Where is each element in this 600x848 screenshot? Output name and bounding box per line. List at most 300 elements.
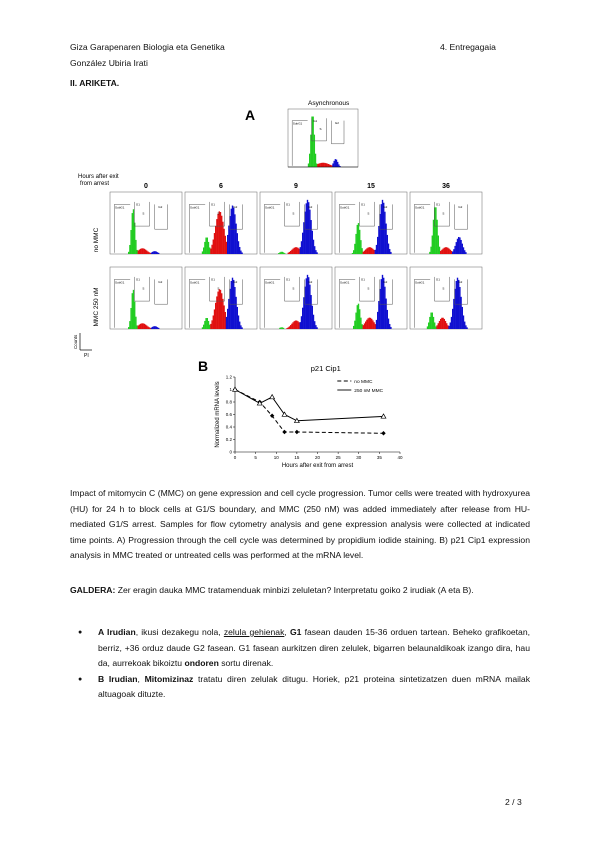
- histogram-bar: [446, 323, 447, 329]
- gate-label-g2: G2: [308, 205, 313, 210]
- histogram-bar: [466, 327, 467, 329]
- histogram-bar: [377, 237, 378, 254]
- histogram-bar: [465, 252, 466, 254]
- histogram-bar: [237, 233, 238, 254]
- histogram-bar: [464, 250, 465, 254]
- histogram-bar: [297, 321, 298, 329]
- gate-label-g2: G2: [158, 205, 163, 210]
- histogram-bar: [284, 253, 285, 254]
- histogram-bar: [376, 245, 377, 254]
- histogram-bar: [310, 295, 311, 329]
- histogram-bar: [235, 224, 236, 254]
- histogram-bar: [460, 297, 461, 329]
- histogram-bar: [142, 323, 143, 329]
- histogram-bar: [359, 230, 360, 254]
- histogram-bar: [210, 249, 211, 254]
- histogram-bar: [147, 326, 148, 329]
- gate-label-g1: G1: [285, 277, 290, 282]
- histogram-bar: [235, 297, 236, 329]
- histogram-bar: [332, 163, 333, 167]
- histogram-bar: [138, 325, 139, 329]
- histogram-bar: [361, 248, 362, 254]
- histogram-bar: [217, 292, 218, 329]
- histogram-bar: [301, 241, 302, 254]
- histogram-bar: [225, 312, 226, 329]
- histogram-bar: [308, 277, 309, 329]
- histogram-bar: [388, 319, 389, 329]
- histogram-bar: [135, 240, 136, 254]
- histogram-bar: [442, 249, 443, 254]
- histogram-bar: [213, 315, 214, 329]
- histogram-bar: [228, 226, 229, 254]
- histogram-bar: [314, 246, 315, 254]
- timepoint-label: 9: [294, 183, 298, 190]
- histogram-bar: [133, 290, 134, 329]
- histogram-bar: [440, 251, 441, 254]
- histogram-bar: [378, 226, 379, 254]
- histogram-bar: [300, 322, 301, 329]
- histogram-bar: [427, 326, 428, 329]
- figure: [70, 95, 530, 480]
- histogram-bar: [452, 252, 453, 254]
- histogram-bar: [153, 326, 154, 329]
- histogram-bar: [430, 313, 431, 329]
- histogram-bar: [157, 327, 158, 329]
- histogram-bar: [282, 327, 283, 329]
- gate-label-g2: G2: [458, 280, 463, 285]
- author-name: González Ubiria Irati: [70, 58, 148, 68]
- histogram-bar: [389, 324, 390, 329]
- histogram-bar: [463, 247, 464, 254]
- histogram-bar: [139, 325, 140, 329]
- histogram-frame: [260, 192, 332, 254]
- gate-label-subg1: SubG1: [292, 121, 303, 126]
- histogram-bar: [355, 234, 356, 254]
- course-title: Giza Garapenaren Biologia eta Genetika: [70, 42, 225, 52]
- histogram-bar: [298, 249, 299, 254]
- y-tick-label: 0.4: [225, 424, 232, 430]
- histogram-bar: [462, 244, 463, 254]
- histogram-bar: [295, 247, 296, 254]
- histogram-bar: [440, 319, 441, 329]
- gate-label-g1: G1: [285, 202, 290, 207]
- histogram-bar: [450, 323, 451, 330]
- histogram-bar: [146, 325, 147, 329]
- histogram-bar: [203, 325, 204, 329]
- histogram-bar: [430, 247, 431, 254]
- histogram-bar: [363, 325, 364, 329]
- histogram-bar: [327, 164, 328, 167]
- histogram-bar: [279, 252, 280, 254]
- histogram-bar: [372, 249, 373, 254]
- histogram-bar: [458, 237, 459, 254]
- histogram-bar: [234, 287, 235, 329]
- question-label: GALDERA:: [70, 585, 116, 595]
- gate-label-g1: G1: [360, 277, 365, 282]
- counts-label: Counts: [73, 334, 78, 349]
- histogram-bar: [352, 253, 353, 254]
- histogram-bar: [465, 325, 466, 329]
- histogram-bar: [134, 223, 135, 254]
- histogram-bar: [154, 251, 155, 254]
- histogram-bar: [158, 253, 159, 254]
- answer-text: ,: [137, 673, 145, 684]
- histogram-bar: [296, 247, 297, 254]
- histogram-bar: [239, 247, 240, 254]
- gate-label-s: S: [292, 286, 295, 291]
- async-histogram: [288, 109, 358, 167]
- histogram-bar: [144, 324, 145, 329]
- x-tick-label: 30: [356, 455, 362, 460]
- histogram-bar: [210, 324, 211, 329]
- histogram-bar: [130, 308, 131, 329]
- histogram-bar: [280, 327, 281, 329]
- histogram-bar: [464, 322, 465, 329]
- histogram-bar: [441, 250, 442, 254]
- gate-label-g1: G1: [210, 277, 215, 282]
- data-point: [295, 430, 299, 434]
- histogram-bar: [139, 250, 140, 254]
- histogram-bar: [334, 161, 335, 167]
- histogram-bar: [240, 325, 241, 329]
- histogram-bar: [451, 251, 452, 254]
- histogram-bar: [202, 251, 203, 254]
- histogram-bar: [282, 252, 283, 254]
- x-tick-label: 10: [273, 455, 279, 460]
- histogram-bar: [208, 321, 209, 329]
- histogram-bar: [152, 252, 153, 254]
- chart-title: p21 Cip1: [310, 364, 341, 373]
- histogram-bar: [129, 321, 130, 329]
- histogram-bar: [459, 237, 460, 254]
- flow-histogram: [110, 192, 182, 254]
- histogram-bar: [390, 252, 391, 254]
- histogram-bar: [316, 163, 317, 167]
- histogram-bar: [385, 299, 386, 329]
- y-tick-label: 1: [229, 387, 232, 392]
- histogram-bar: [373, 250, 374, 254]
- histogram-bar: [432, 313, 433, 329]
- answer-text: ,: [284, 627, 290, 637]
- histogram-frame: [260, 267, 332, 329]
- gate-label-subg1: SubG1: [115, 205, 125, 210]
- histogram-bar: [315, 325, 316, 329]
- histogram-bar: [436, 220, 437, 254]
- histogram-bar: [366, 248, 367, 254]
- histogram-bar: [150, 253, 151, 254]
- histogram-bar: [202, 327, 203, 329]
- x-tick-label: 0: [233, 455, 237, 460]
- histogram-bar: [313, 240, 314, 254]
- histogram-bar: [214, 233, 215, 254]
- histogram-bar: [227, 309, 228, 329]
- histogram-bar: [365, 322, 366, 329]
- histogram-frame: [410, 267, 482, 329]
- histogram-bar: [291, 324, 292, 329]
- histogram-bar: [133, 209, 134, 254]
- histogram-bar: [456, 281, 457, 329]
- histogram-bar: [367, 248, 368, 254]
- histogram-bar: [207, 318, 208, 329]
- data-point: [270, 395, 275, 399]
- answer-bold: G1: [289, 627, 302, 637]
- answer-underline: zelula gehienak: [223, 627, 285, 637]
- gate-label-g2: G2: [383, 205, 388, 210]
- histogram-bar: [223, 229, 224, 254]
- histogram-bar: [241, 252, 242, 254]
- flow-histogram: [185, 192, 257, 254]
- gate-label-subg1: SubG1: [190, 280, 200, 285]
- data-point: [282, 430, 286, 434]
- gate-label-subg1: SubG1: [415, 280, 425, 285]
- gate-label-g2: G2: [334, 121, 339, 126]
- histogram-bar: [308, 163, 309, 167]
- flow-histogram: [335, 267, 407, 329]
- histogram-bar: [238, 315, 239, 329]
- gate-label-s: S: [292, 211, 295, 216]
- histogram-bar: [205, 238, 206, 254]
- histogram-bar: [278, 253, 279, 254]
- histogram-bar: [329, 164, 330, 167]
- histogram-bar: [365, 250, 366, 255]
- histogram-bar: [453, 249, 454, 254]
- histogram-bar: [129, 245, 130, 254]
- histogram-bar: [297, 248, 298, 254]
- histogram-bar: [310, 220, 311, 254]
- gate-label-s: S: [319, 126, 322, 131]
- histogram-bar: [158, 328, 159, 329]
- histogram-bar: [306, 278, 307, 329]
- gate-label-s: S: [142, 286, 145, 291]
- histogram-bar: [294, 248, 295, 254]
- histogram-bar: [128, 327, 129, 329]
- flow-histogram: [260, 192, 332, 254]
- histogram-bar: [364, 323, 365, 329]
- question: [70, 583, 530, 599]
- hours-label: Hours after exit from arrest: [78, 174, 119, 187]
- histogram-bar: [215, 226, 216, 254]
- histogram-bar: [369, 318, 370, 329]
- histogram-bar: [385, 224, 386, 254]
- histogram-bar: [309, 210, 310, 254]
- histogram-bar: [295, 321, 296, 329]
- histogram-bar: [291, 250, 292, 254]
- histogram-bar: [446, 247, 447, 254]
- histogram-bar: [439, 321, 440, 329]
- histogram-bar: [353, 250, 354, 254]
- histogram-bar: [308, 202, 309, 254]
- histogram-bar: [366, 320, 367, 329]
- histogram-bar: [312, 306, 313, 329]
- histogram-bar: [302, 233, 303, 254]
- flow-histogram: [410, 267, 482, 329]
- histogram-bar: [445, 321, 446, 329]
- histogram-bar: [457, 278, 458, 329]
- row-label-mmc: MMC 250 nM: [93, 287, 100, 327]
- histogram-bar: [432, 236, 433, 254]
- histogram-bar: [429, 252, 430, 254]
- histogram-bar: [225, 236, 226, 254]
- histogram-bar: [442, 318, 443, 329]
- histogram-bar: [150, 328, 151, 329]
- histogram-bar: [373, 322, 374, 329]
- gate-label-g2: G2: [383, 280, 388, 285]
- answer-text: sortu direnak.: [218, 658, 274, 669]
- histogram-bar: [384, 287, 385, 329]
- histogram-bar: [279, 328, 280, 329]
- answer-a-lead: A Irudian: [98, 627, 136, 637]
- answer-bold: Mitomizinaz: [144, 673, 194, 684]
- histogram-bar: [241, 327, 242, 329]
- histogram-bar: [238, 241, 239, 254]
- histogram-bar: [221, 293, 222, 329]
- gate-label-s: S: [367, 286, 370, 291]
- x-axis-title: Hours after exit from arrest: [281, 463, 354, 469]
- histogram-bar: [375, 324, 376, 329]
- histogram-bar: [367, 318, 368, 329]
- histogram-bar: [140, 249, 141, 254]
- histogram-bar: [135, 317, 136, 329]
- answer-text: tratatu diren zelulak ditugu. Horiek, p21 proteina sintetizatzen duen mRNA mailak altuagoak dituzte.: [98, 673, 531, 700]
- x-tick-label: 15: [294, 455, 300, 460]
- flow-histogram: [185, 267, 257, 329]
- histogram-bar: [357, 225, 358, 254]
- histogram-bar: [239, 322, 240, 329]
- gate-label-g1: G1: [210, 202, 215, 207]
- histogram-bar: [433, 317, 434, 329]
- histogram-bar: [388, 244, 389, 254]
- gate-label-s: S: [442, 211, 445, 216]
- gate-label-g1: G1: [435, 202, 440, 207]
- question-text: Zer eragin dauka MMC tratamenduak minbizi zeluletan? Interpretatu goiko 2 irudiak (A eta B).: [115, 585, 474, 595]
- x-tick-label: 35: [376, 455, 382, 460]
- histogram-bar: [309, 154, 310, 167]
- figure-caption: Impact of mitomycin C (MMC) on gene expression and cell cycle progression. Tumor cells were treated with hydroxyurea (HU) for 24 h to block cells at G1/S boundary, and MMC (250 nM) was added immediately after release from HU-mediated G1/S arrest. Samples for flow cytometry analysis and gene expression analysis were collected at indicated time points. A) Progression through the cell cycle was determined by propidium iodide staining. B) p21 Cip1 expression analysis in MMC treated or untreated cells was performed at the mRNA level.: [70, 488, 530, 561]
- histogram-bar: [132, 293, 133, 329]
- histogram-bar: [136, 325, 137, 329]
- gate-label-s: S: [217, 286, 220, 291]
- gate-label-g2: G2: [158, 280, 163, 285]
- gate-label-subg1: SubG1: [190, 205, 200, 210]
- histogram-bar: [462, 307, 463, 329]
- histogram-bar: [292, 322, 293, 329]
- histogram-bar: [209, 325, 210, 329]
- timepoint-label: 15: [367, 183, 375, 190]
- histogram-bar: [354, 321, 355, 329]
- x-tick-label: 25: [335, 455, 341, 460]
- histogram-bar: [336, 160, 337, 167]
- histogram-bar: [435, 326, 436, 329]
- histogram-bar: [438, 323, 439, 329]
- histogram-bar: [456, 242, 457, 254]
- histogram-bar: [231, 281, 232, 329]
- gate-label-subg1: SubG1: [340, 205, 350, 210]
- histogram-bar: [144, 249, 145, 254]
- y-tick-label: 1.2: [225, 374, 232, 380]
- gate-label-s: S: [367, 211, 370, 216]
- histogram-bar: [300, 247, 301, 254]
- gate-label-g1: G1: [360, 202, 365, 207]
- section-title: II. ARIKETA.: [70, 78, 120, 88]
- histogram-bar: [157, 252, 158, 254]
- histogram-frame: [110, 192, 182, 254]
- x-tick-label: 20: [314, 455, 321, 460]
- histogram-bar: [216, 219, 217, 254]
- histogram-bar: [357, 305, 358, 329]
- histogram-bar: [363, 252, 364, 254]
- histogram-bar: [292, 249, 293, 254]
- histogram-frame: [110, 267, 182, 329]
- histogram-bar: [141, 248, 142, 254]
- answer-text: fasean dauden 15-36 orduen tartean. Beheko grafikoetan, berriz, +36 orduz daude G2 fasean. G1 fasean aurkitzen diren zelulek, bigarren belaunaldikoak izango dira, hau da, aurrekoak bikoiztu: [98, 627, 530, 669]
- histogram-bar: [152, 327, 153, 329]
- answer-text: , ikusi dezakegu nola,: [135, 627, 224, 637]
- histogram-bar: [134, 302, 135, 329]
- histogram-bar: [371, 319, 372, 329]
- counts-pi-indicator: [73, 333, 92, 359]
- histogram-bar: [302, 308, 303, 329]
- histogram-bar: [377, 312, 378, 329]
- panel-b-label: B: [198, 358, 209, 374]
- histogram-bar: [375, 250, 376, 254]
- page-number: 2 / 3: [505, 797, 522, 807]
- histogram-bar: [360, 318, 361, 329]
- histogram-bar: [330, 165, 331, 167]
- histogram-bar: [130, 230, 131, 254]
- histogram-bar: [364, 251, 365, 254]
- answer-item: [70, 625, 530, 672]
- histogram-bar: [226, 317, 227, 329]
- y-tick-label: 0.2: [225, 437, 232, 442]
- histogram-bar: [360, 240, 361, 254]
- histogram-bar: [441, 318, 442, 329]
- histogram-bar: [390, 327, 391, 329]
- gate-label-g1: G1: [135, 277, 140, 282]
- histogram-frame: [335, 192, 407, 254]
- histogram-bar: [451, 317, 452, 329]
- histogram-bar: [316, 252, 317, 254]
- gate-label-g2: G2: [308, 280, 313, 285]
- histogram-bar: [296, 321, 297, 329]
- histogram-bar: [136, 250, 137, 254]
- histogram-bar: [448, 249, 449, 254]
- histogram-bar: [140, 324, 141, 329]
- histogram-bar: [436, 325, 437, 329]
- gate-label-s: S: [142, 211, 145, 216]
- histogram-bar: [353, 326, 354, 329]
- panel-a-label: A: [245, 107, 256, 123]
- histogram-bar: [205, 318, 206, 329]
- histogram-bar: [439, 247, 440, 254]
- histogram-bar: [320, 163, 321, 167]
- histogram-bar: [151, 252, 152, 254]
- histogram-bar: [387, 235, 388, 254]
- series-line: [235, 390, 384, 434]
- histogram-bar: [312, 231, 313, 254]
- y-tick-label: 0.6: [225, 412, 232, 417]
- histogram-bar: [434, 322, 435, 329]
- histogram-bar: [209, 247, 210, 254]
- histogram-bar: [313, 315, 314, 329]
- histogram-bar: [289, 326, 290, 329]
- gate-label-subg1: SubG1: [265, 280, 275, 285]
- histogram-bar: [222, 222, 223, 254]
- answer-bold: ondoren: [184, 658, 219, 669]
- histogram-bar: [313, 117, 314, 167]
- flow-histogram: [410, 192, 482, 254]
- histogram-bar: [309, 285, 310, 329]
- histogram-bar: [378, 301, 379, 329]
